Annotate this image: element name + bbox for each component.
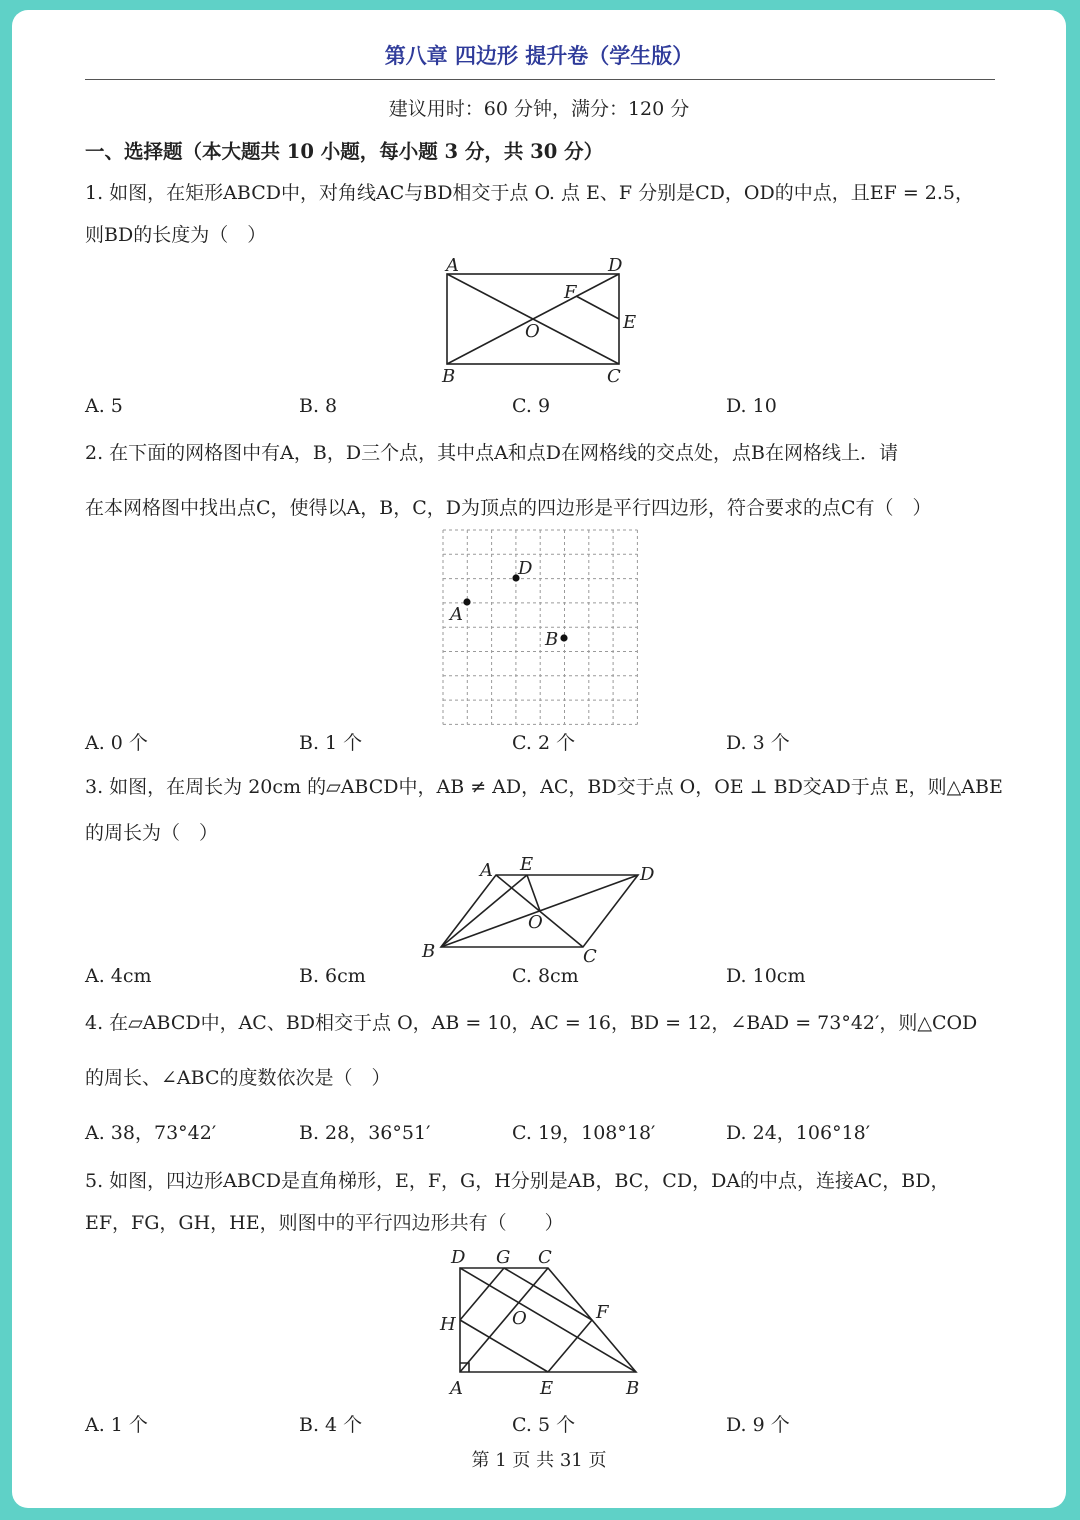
question-3-line-1: 3. 如图，在周长为 20cm 的▱ABCD中，AB ≠ AD，AC，BD交于点 O，OE ⊥ BD交AD于点 E，则△ABE [85,776,1003,798]
question-2-line-2: 在本网格图中找出点C，使得以A，B，C，D为顶点的四边形是平行四边形，符合要求的点C有（ ） [85,497,932,519]
section-heading: 一、选择题（本大题共 10 小题，每小题 3 分，共 30 分） [85,140,604,163]
fig1-label-e: E [623,312,637,333]
page-title: 第八章 四边形 提升卷（学生版） [384,43,694,68]
fig5-label-c: C [538,1247,552,1268]
question-5-line-2: EF，FG，GH，HE，则图中的平行四边形共有（ ） [85,1212,564,1234]
q4-option-a: A. 38，73°42′ [85,1122,217,1144]
fig1-label-o: O [525,321,540,342]
q5-option-a: A. 1 个 [85,1414,148,1436]
fig5-label-o: O [512,1308,527,1329]
fig5-label-f: F [596,1302,609,1323]
q4-option-b: B. 28，36°51′ [299,1122,431,1144]
q2-option-b: B. 1 个 [299,732,363,754]
question-5-line-1: 5. 如图，四边形ABCD是直角梯形，E，F，G，H分别是AB，BC，CD，DA的中点，连接AC，BD， [85,1170,950,1192]
q2-option-a: A. 0 个 [85,732,148,754]
question-5-figure [432,1242,652,1408]
question-1-figure [432,254,652,392]
page-footer: 第 1 页 共 31 页 [471,1450,607,1471]
fig5-label-g: G [496,1247,511,1268]
fig3-label-o: O [528,912,543,933]
q3-option-c: C. 8cm [512,965,579,987]
q4-option-c: C. 19，108°18′ [512,1122,656,1144]
question-3-figure [416,852,676,964]
q1-option-b: B. 8 [299,395,338,417]
fig1-label-f: F [564,282,577,303]
question-1-line-2: 则BD的长度为（ ） [85,224,267,246]
fig5-label-d: D [451,1247,466,1268]
fig1-label-d: D [608,255,623,276]
question-4-line-1: 4. 在▱ABCD中，AC、BD相交于点 O，AB = 10，AC = 16，BD = 12，∠BAD = 73°42′，则△COD [85,1012,978,1034]
question-1-line-1: 1. 如图，在矩形ABCD中，对角线AC与BD相交于点 O. 点 E、F 分别是CD，OD的中点，且EF = 2.5， [85,182,974,204]
question-3-line-2: 的周长为（ ） [85,822,219,844]
fig1-label-b: B [442,366,456,387]
fig2-label-b: B [545,629,559,650]
fig1-label-a: A [446,255,459,276]
suggested-time: 建议用时：60 分钟，满分：120 分 [388,98,690,120]
question-2-line-1: 2. 在下面的网格图中有A，B，D三个点，其中点A和点D在网格线的交点处，点B在网格线上．请 [85,442,899,464]
q2-option-d: D. 3 个 [726,732,790,754]
fig3-label-d: D [640,864,655,885]
q5-option-d: D. 9 个 [726,1414,790,1436]
q1-option-a: A. 5 [85,395,123,417]
q1-option-d: D. 10 [726,395,777,417]
title-divider [85,79,995,80]
question-4-line-2: 的周长、∠ABC的度数依次是（ ） [85,1067,391,1089]
fig3-label-a: A [480,860,493,881]
q3-option-b: B. 6cm [299,965,366,987]
point-b [560,634,567,641]
q1-option-c: C. 9 [512,395,551,417]
fig1-label-c: C [607,366,621,387]
fig3-label-c: C [583,946,597,964]
q5-option-c: C. 5 个 [512,1414,576,1436]
fig5-label-e: E [540,1378,554,1399]
q3-option-a: A. 4cm [85,965,152,987]
fig5-label-a: A [450,1378,463,1399]
question-2-grid-figure [438,528,640,728]
fig3-label-b: B [422,941,436,962]
fig5-label-h: H [440,1314,456,1335]
point-a [463,598,470,605]
q3-option-d: D. 10cm [726,965,806,987]
document-page [12,10,1066,1508]
fig2-label-d: D [518,558,533,579]
q5-option-b: B. 4 个 [299,1414,363,1436]
fig5-label-b: B [626,1378,640,1399]
fig2-label-a: A [450,604,463,625]
q4-option-d: D. 24，106°18′ [726,1122,871,1144]
fig3-label-e: E [520,854,534,875]
q2-option-c: C. 2 个 [512,732,576,754]
